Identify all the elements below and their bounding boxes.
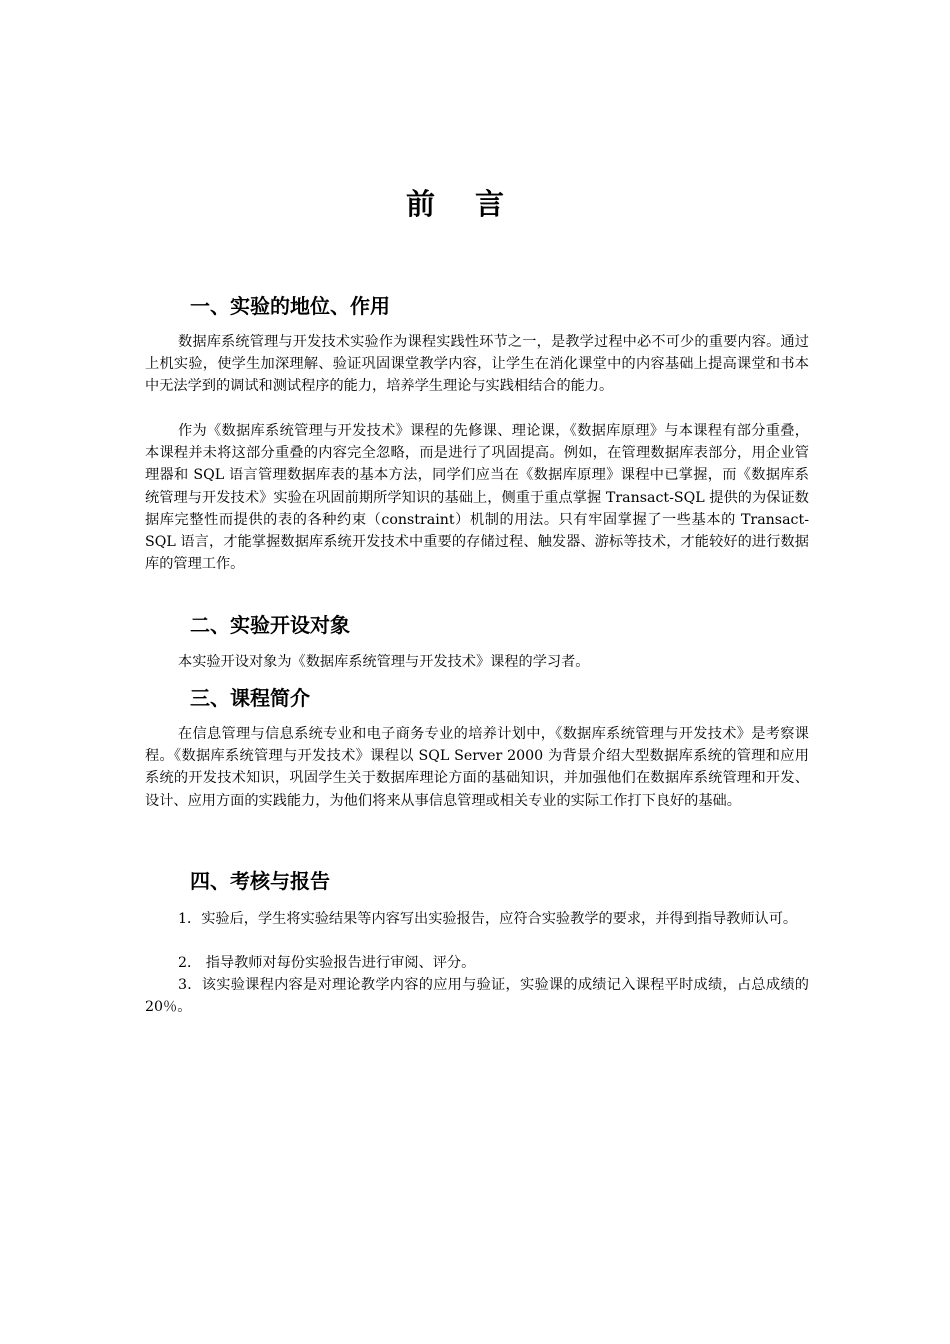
paragraph-assessment-2: 2． 指导教师对每份实验报告进行审阅、评分。 <box>178 955 476 971</box>
paragraph-role-2: 作为《数据库系统管理与开发技术》课程的先修课、理论课，《数据库原理》与本课程有部分重叠，本课程并未将这部分重叠的内容完全忽略，而是进行了巩固提高。例如，在管理数据库表部分，用企业管理器和 SQL 语言管理数据库表的基本方法，同学们应当在《数据库原理》课程中已掌握，而《数据库系统管理与开发技术》实验在巩固前期所学知识的基础上，侧重于重点掌握 Transact-SQL 提供的为保证数据库完整性而提供的表的各种约束（constraint）机制的用法。只有牢固掌握了一些基本的 Transact-SQL 语言，才能掌握数据库系统开发技术中重要的存储过程、触发器、游标等技术，才能较好的进行数据库的管理工作。 <box>145 423 809 573</box>
section-heading-assessment: 四、考核与报告 <box>190 869 330 893</box>
page-title: 前言 <box>405 187 544 221</box>
section-heading-course-intro: 三、课程简介 <box>190 686 310 710</box>
paragraph-assessment-1: 1．实验后，学生将实验结果等内容写出实验报告，应符合实验教学的要求，并得到指导教师认可。 <box>178 911 798 927</box>
paragraph-course-intro: 在信息管理与信息系统专业和电子商务专业的培养计划中，《数据库系统管理与开发技术》是考察课程。《数据库系统管理与开发技术》课程以 SQL Server 2000 为背景介绍大型数据库系统的管理和应用系统的开发技术知识，巩固学生关于数据库理论方面的基础知识，并加强他们在数据库系统管理和开发、设计、应用方面的实践能力，为他们将来从事信息管理或相关专业的实际工作打下良好的基础。 <box>145 726 809 809</box>
paragraph-assessment-3: 3．该实验课程内容是对理论教学内容的应用与验证，实验课的成绩记入课程平时成绩，占总成绩的 20％。 <box>145 977 809 1016</box>
section-heading-role: 一、实验的地位、作用 <box>190 294 390 318</box>
section-heading-audience: 二、实验开设对象 <box>190 613 350 637</box>
paragraph-role-1: 数据库系统管理与开发技术实验作为课程实践性环节之一，是教学过程中必不可少的重要内容。通过上机实验，使学生加深理解、验证巩固课堂教学内容，让学生在消化课堂中的内容基础上提高课堂和书本中无法学到的调试和测试程序的能力，培养学生理论与实践相结合的能力。 <box>145 334 809 395</box>
paragraph-audience: 本实验开设对象为《数据库系统管理与开发技术》课程的学习者。 <box>178 654 590 670</box>
